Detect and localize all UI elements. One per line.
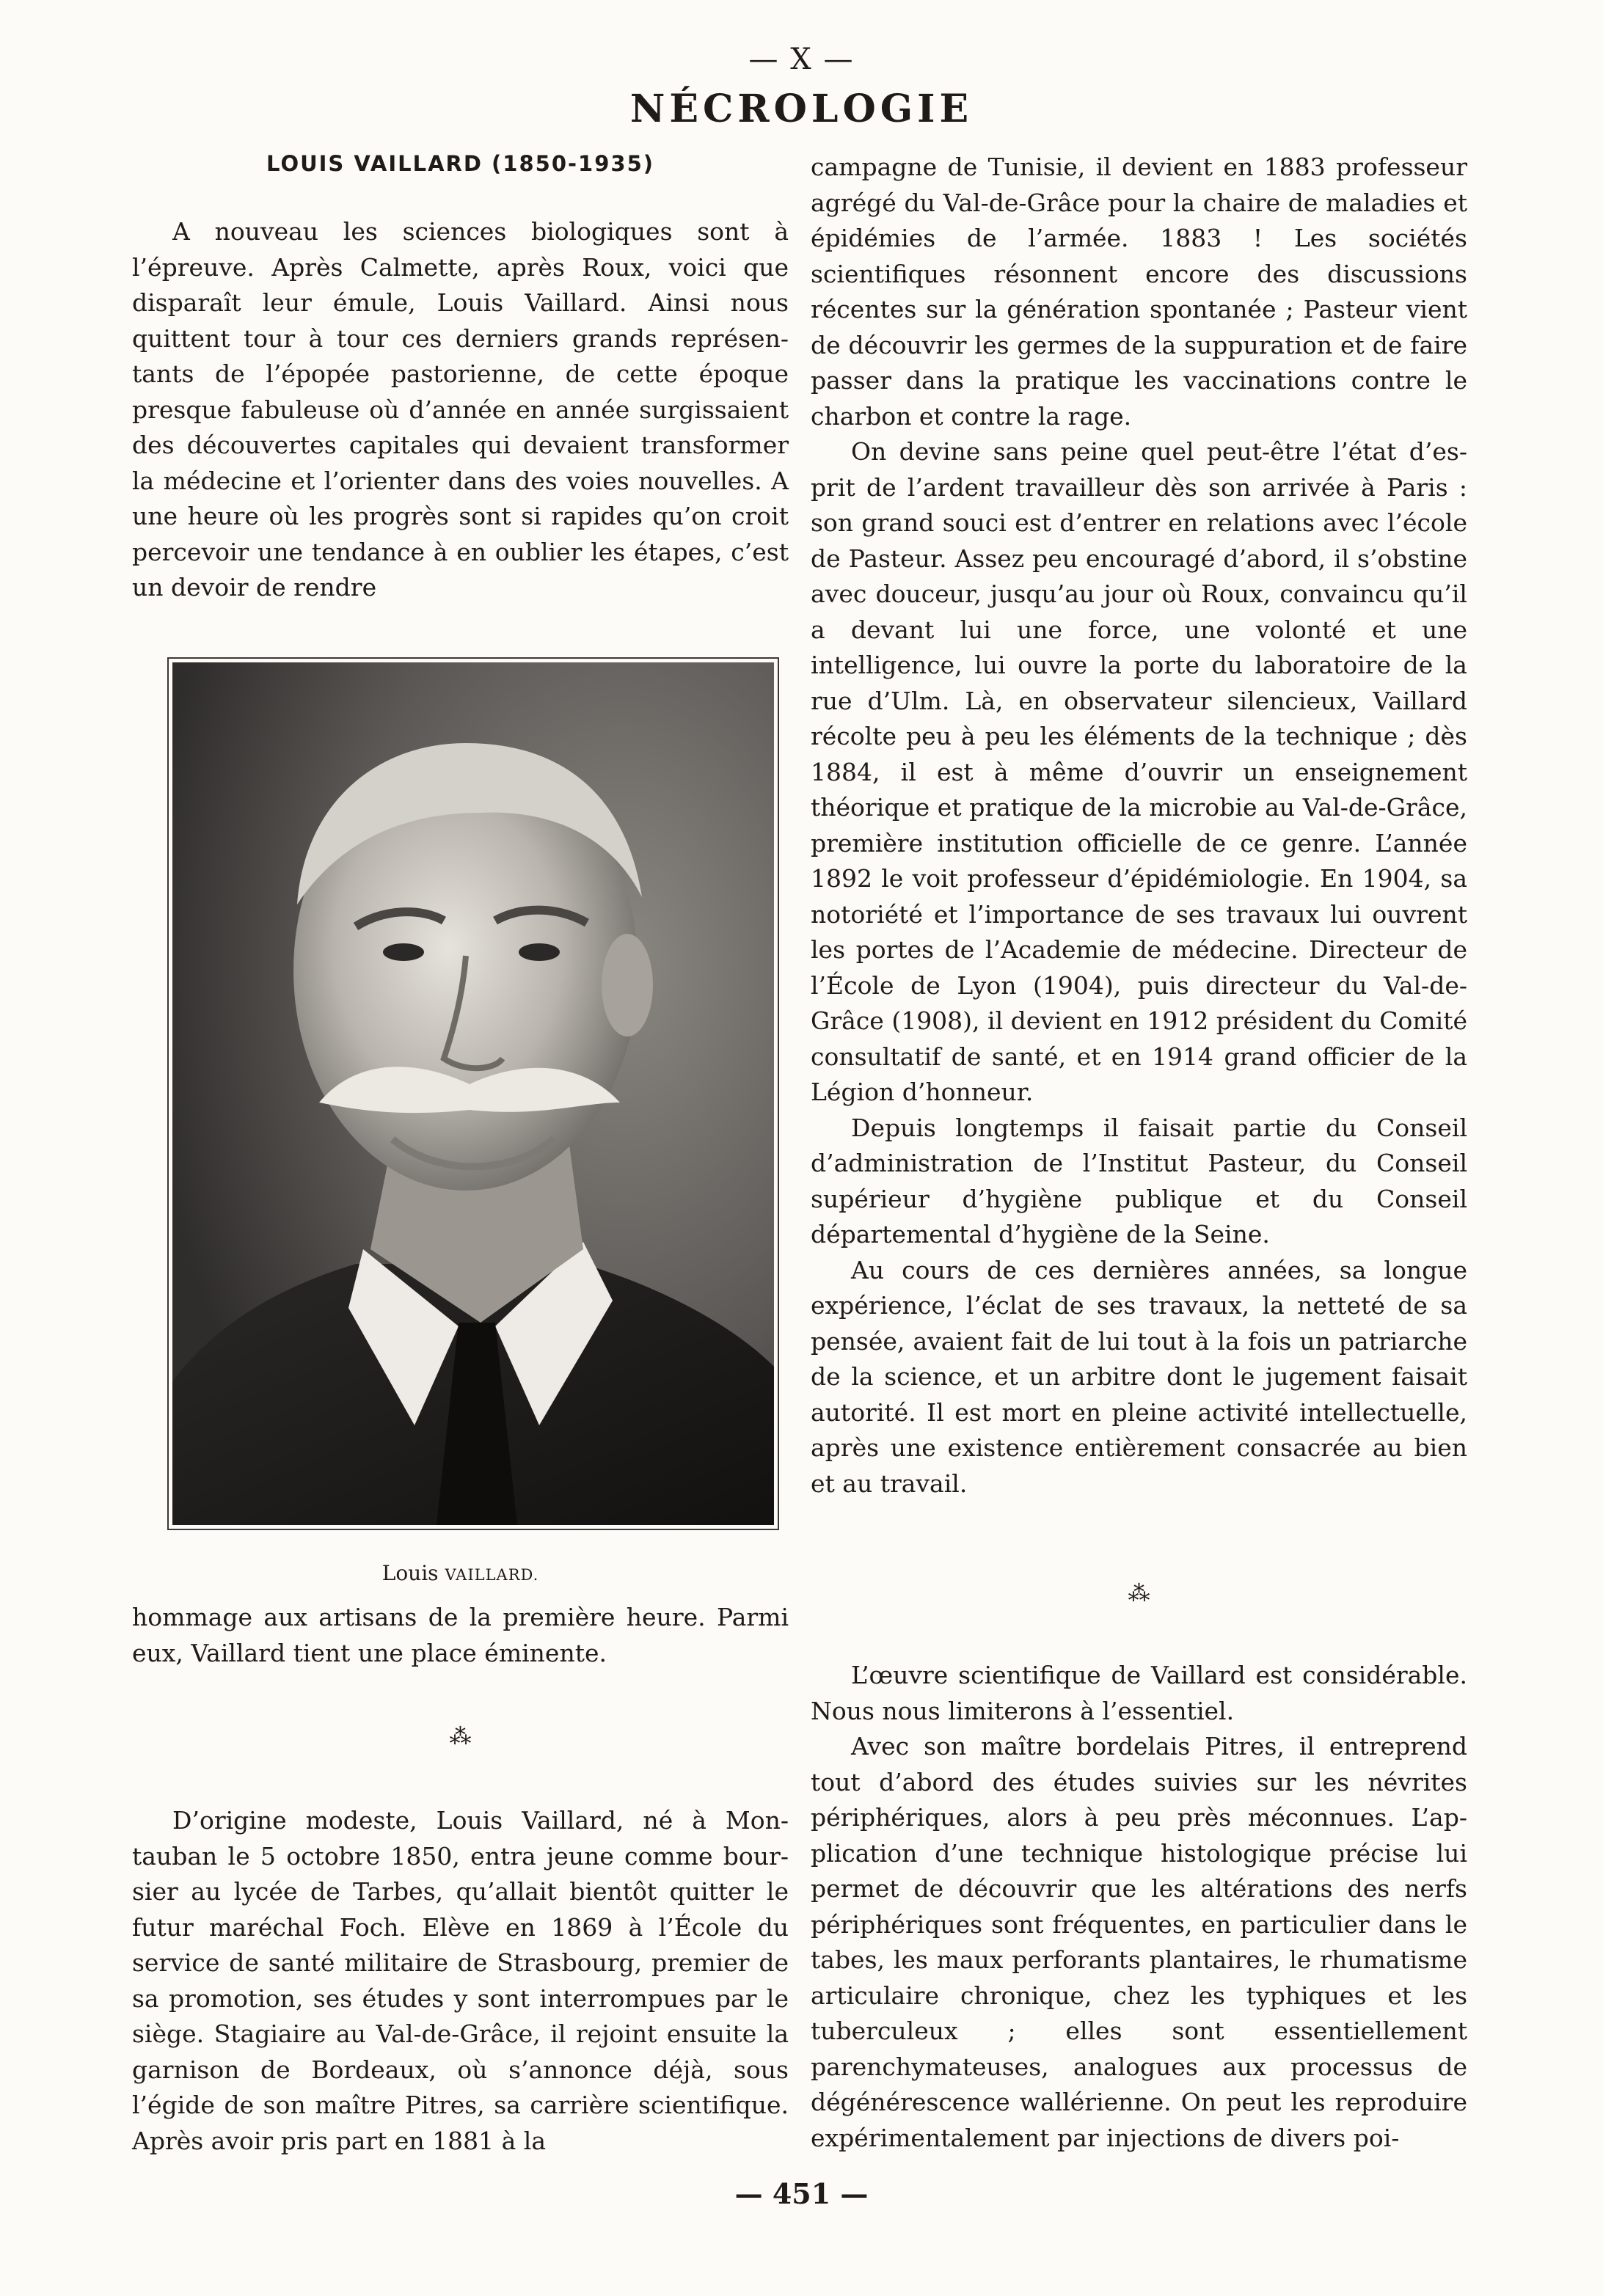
right-paragraph-5: L’œuvre scientifique de Vaillard est considérable. Nous nous limiterons à l’essentiel. bbox=[811, 1661, 1467, 1725]
portrait-ear bbox=[602, 934, 653, 1037]
portrait-photo bbox=[172, 662, 774, 1525]
bio-paragraph: D’origine modeste, Louis Vaillard, né à Montauban le 5 octobre 1850, entra jeune comme boursier au lycée de Tarbes, qu’allait bientôt quitter le futur maréchal Foch. Elève en 1869 à l’École du service de santé militaire de Strasbourg, premier de sa promotion, ses études y sont interrompues par le siège. Stagiaire au Val-de-Grâce, il rejoint ensuite la garnison de Bordeaux, où s’annonce déjà, sous l’égide de son maître Pitres, sa carrière scientifique. Après avoir pris part en 1881 à la bbox=[132, 1806, 789, 2155]
portrait-eye-right bbox=[519, 943, 560, 961]
photo-caption bbox=[132, 1561, 789, 1585]
left-after-photo-block bbox=[132, 1600, 789, 1671]
right-paragraph-2: On devine sans peine quel peut-être l’état d’esprit de l’ardent travailleur dès son arrivée à Paris : son grand souci est d’entrer en relations avec l’école de Pasteur. Assez peu encouragé d’abord, il s’obstine avec douceur, jusqu’au jour où Roux, convaincu qu’il a devant lui une force, une volonté et une intelligence, lui ouvre la porte du laboratoire de la rue d’Ulm. Là, en observateur silencieux, Vaillard récolte peu à peu les éléments de la technique ; dès 1884, il est à même d’ouvrir un enseignement théorique et pratique de la microbie au Val-de-Grâce, première institution officielle de ce genre. L’année 1892 le voit professeur d’épidémiologie. En 1904, sa notoriété et l’importance de ses travaux lui ouvrent les portes de l’Academie de médecine. Directeur de l’École de Lyon (1904), puis directeur du Val-de-Grâce (1908), il devient en 1912 président du Comité consultatif de santé, et en 1914 grand officier de la Légion d’honneur. bbox=[811, 437, 1467, 1106]
right-paragraph-6: Avec son maître bordelais Pitres, il entreprend tout d’abord des études suivies sur les névrites périphériques, alors à peu près méconnues. L’application d’une technique histologique précise lui permet de découvrir que les altérations des nerfs périphériques sont fréquentes, en particulier dans le tabes, les maux perforants plantaires, le rhumatisme articulaire chronique, chez les typhiques et les tuberculeux ; elles sont essentiellement parenchymateuses, analogues aux processus de dégénérescence wallérienne. On peut les reproduire expérimentalement par injections de divers poi- bbox=[811, 1732, 1467, 2152]
asterism-left: ⁂ bbox=[449, 1724, 472, 1750]
right-column-bottom bbox=[811, 1658, 1467, 2156]
page-number: — 451 — bbox=[734, 2177, 869, 2210]
right-paragraph-4: Au cours de ces dernières années, sa longue expérience, l’éclat de ses travaux, la netteté de sa pensée, avaient fait de lui tout à la fois un patriarche de la science, et un arbitre dont le jugement faisait autorité. Il est mort en pleine activité intellectuelle, après une existence entièrement consacrée au bien et au travail. bbox=[811, 1255, 1467, 1498]
caption-surname: VAILLARD. bbox=[445, 1566, 539, 1584]
portrait-photo-frame bbox=[167, 657, 779, 1530]
intro-paragraph: A nouveau les sciences biologiques sont à l’épreuve. Après Calmette, après Roux, voici que disparaît leur émule, Louis Vaillard. Ainsi nous quittent tour à tour ces derniers grands représentants de l’épopée pastorienne, de cette époque presque fabuleuse où d’année en année surgissaient des découvertes capitales qui devaient transformer la médecine et l’orienter dans des voies nouvelles. A une heure où les progrès sont si rapides qu’on croit percevoir une tendance à en oublier les étapes, c’est un devoir de rendre bbox=[132, 217, 789, 602]
article-heading: LOUIS VAILLARD (1850-1935) bbox=[266, 151, 654, 176]
asterism-right: ⁂ bbox=[1128, 1581, 1150, 1606]
portrait-eye-left bbox=[383, 943, 424, 961]
right-paragraph-3: Depuis longtemps il faisait partie du Conseil d’administration de l’Institut Pasteur, du Conseil supérieur d’hygiène publique et du Conseil départemental d’hygiène de la Seine. bbox=[811, 1113, 1467, 1248]
section-title: NÉCROLOGIE bbox=[629, 87, 974, 131]
right-paragraph-1: campagne de Tunisie, il devient en 1883 professeur agrégé du Val-de-Grâce pour la chaire de maladies et épidémies de l’armée. 1883 ! Les sociétés scientifiques résonnent encore des discussions récentes sur la génération spontanée ; Pasteur vient de découvrir les germes de la suppuration et de faire passer dans la pratique les vaccinations contre le charbon et contre la rage. bbox=[811, 153, 1467, 431]
right-column-top bbox=[811, 150, 1467, 1502]
left-bio-block bbox=[132, 1803, 789, 2159]
after-photo-paragraph: hommage aux artisans de la première heure. Parmi eux, Vaillard tient une place éminente. bbox=[132, 1603, 789, 1667]
left-intro-block bbox=[132, 214, 789, 606]
caption-first-name: Louis bbox=[381, 1561, 445, 1585]
page-roman-numeral: — X — bbox=[748, 43, 855, 76]
